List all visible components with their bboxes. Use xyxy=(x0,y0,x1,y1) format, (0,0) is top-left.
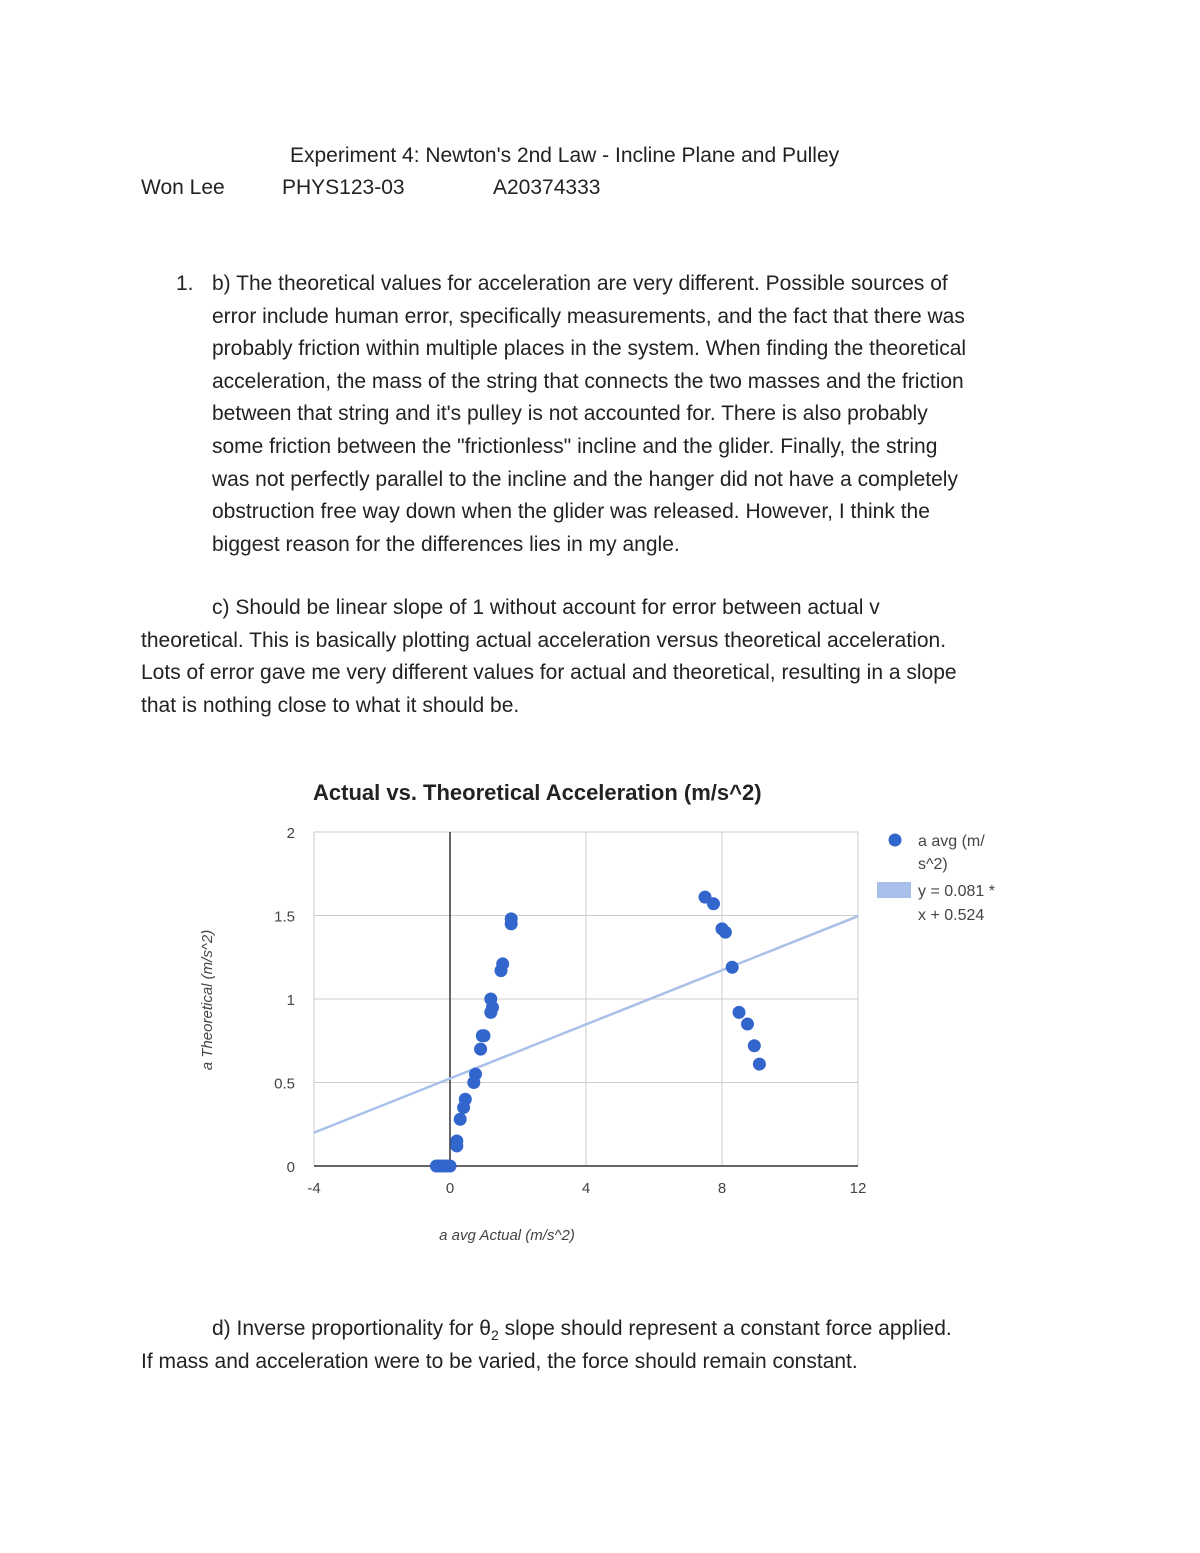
legend-label: a avg (m/ xyxy=(918,833,985,850)
author-name: Won Lee xyxy=(141,176,225,199)
answer-b xyxy=(212,268,966,561)
text-line: b) The theoretical values for acceleration are very different. Possible sources of xyxy=(212,272,948,295)
legend-label: x + 0.524 xyxy=(918,907,985,924)
data-point xyxy=(444,1160,457,1173)
answer-d-line2: If mass and acceleration were to be varied, the force should remain constant. xyxy=(141,1350,858,1373)
data-point xyxy=(733,1006,746,1019)
data-point xyxy=(454,1113,467,1126)
answer-c xyxy=(141,592,957,722)
text-line: was not perfectly parallel to the incline and the hanger did not have a completely xyxy=(212,467,958,491)
text-line: biggest reason for the differences lies in my angle. xyxy=(212,532,680,556)
x-tick-label: 8 xyxy=(717,1180,727,1197)
data-point xyxy=(726,961,739,974)
text-line: that is nothing close to what it should be. xyxy=(141,693,520,717)
text-line: some friction between the "frictionless" incline and the glider. Finally, the string xyxy=(212,434,938,458)
student-id: A20374333 xyxy=(493,176,601,199)
list-number: 1. xyxy=(176,272,194,295)
x-axis-label: a avg Actual (m/s^2) xyxy=(439,1227,575,1244)
data-point xyxy=(476,1029,489,1042)
text-line: Lots of error gave me very different values for actual and theoretical, resulting in a slope xyxy=(141,661,957,685)
data-point xyxy=(707,897,720,910)
y-tick-label: 1 xyxy=(286,992,295,1009)
text-line: probably friction within multiple places in the system. When finding the theoretical xyxy=(212,337,967,361)
data-point xyxy=(484,993,497,1006)
y-tick-label: 2 xyxy=(286,825,295,842)
x-tick-label: -4 xyxy=(307,1180,321,1197)
legend-label: y = 0.081 * xyxy=(918,883,995,900)
data-point xyxy=(474,1043,487,1056)
document-title: Experiment 4: Newton's 2nd Law - Incline Plane and Pulley xyxy=(290,144,840,167)
data-point xyxy=(459,1093,472,1106)
text-line: acceleration, the mass of the string that connects the two masses and the friction xyxy=(212,369,964,393)
y-axis-label: a Theoretical (m/s^2) xyxy=(199,929,216,1071)
text-line: error include human error, specifically measurements, and the fact that there was xyxy=(212,304,965,328)
x-tick-label: 0 xyxy=(445,1180,455,1197)
data-point xyxy=(505,912,518,925)
legend-marker-series xyxy=(889,834,902,847)
text-line: c) Should be linear slope of 1 without account for error between actual v xyxy=(212,596,880,619)
answer-d-line1: d) Inverse proportionality for $\theta_2$ slope should represent a constant force applied. xyxy=(212,1317,952,1344)
text-line: between that string and it's pulley is not accounted for. There is also probably xyxy=(212,402,928,426)
data-point xyxy=(450,1134,463,1147)
data-point xyxy=(753,1058,766,1071)
y-tick-label: 0.5 xyxy=(274,1075,295,1093)
data-point xyxy=(719,926,732,939)
scatter-chart xyxy=(190,770,1020,1260)
data-point xyxy=(741,1018,754,1031)
x-tick-label: 4 xyxy=(581,1180,591,1197)
data-point xyxy=(748,1039,761,1052)
course-code: PHYS123-03 xyxy=(282,176,405,199)
x-tick-label: 12 xyxy=(849,1180,867,1197)
text-line: theoretical. This is basically plotting actual acceleration versus theoretical acceleration. xyxy=(141,628,947,652)
text-line: obstruction free way down when the glider was released. However, I think the xyxy=(212,500,930,524)
chart-title: Actual vs. Theoretical Acceleration (m/s^2) xyxy=(313,780,762,805)
data-point xyxy=(469,1068,482,1081)
legend-label: s^2) xyxy=(918,856,948,873)
legend-marker-trendline xyxy=(877,882,911,898)
data-point xyxy=(496,957,509,970)
y-tick-label: 1.5 xyxy=(274,908,295,926)
y-tick-label: 0 xyxy=(286,1159,295,1176)
